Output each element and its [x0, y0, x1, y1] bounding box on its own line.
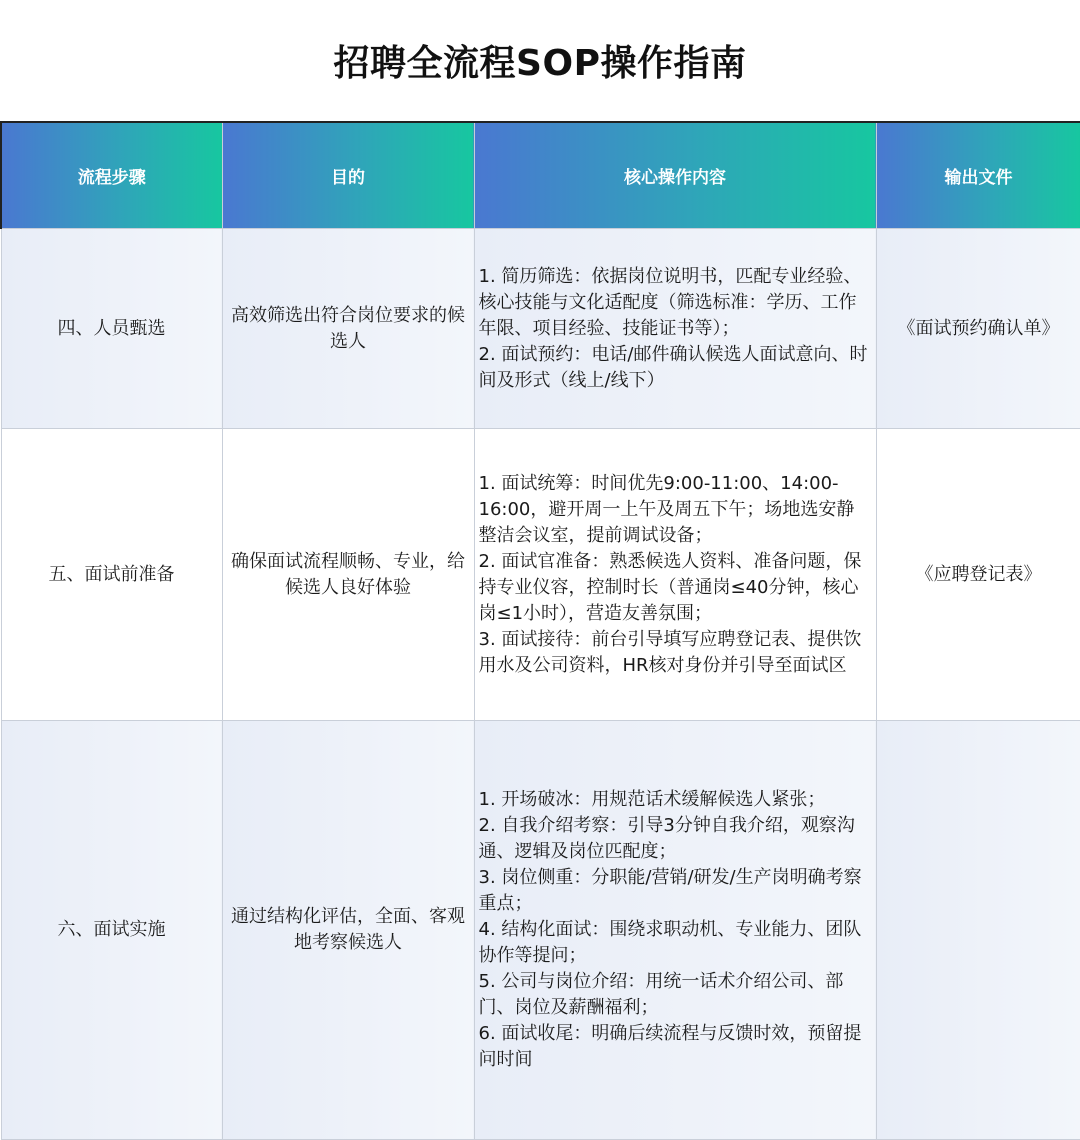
table-row — [1, 721, 1080, 1140]
purpose-cell: 确保面试流程顺畅、专业，给候选人良好体验 — [222, 429, 474, 721]
step-cell: 六、面试实施 — [1, 721, 222, 1140]
op-line: 5. 公司与岗位介绍：用统一话术介绍公司、部门、岗位及薪酬福利； — [478, 971, 844, 1018]
ops-cell — [474, 229, 876, 429]
header-ops: 核心操作内容 — [474, 122, 876, 229]
purpose-cell: 通过结构化评估，全面、客观地考察候选人 — [222, 721, 474, 1140]
op-line: 2. 面试预约：电话/邮件确认候选人面试意向、时间及形式（线上/线下） — [478, 343, 868, 391]
ops-cell — [474, 429, 876, 721]
header-purpose: 目的 — [222, 122, 474, 229]
title-bar — [0, 0, 1080, 121]
op-line: 3. 岗位侧重：分职能/营销/研发/生产岗明确考察重点； — [478, 867, 862, 914]
ops-cell — [474, 721, 876, 1140]
output-cell: 《面试预约确认单》 — [876, 229, 1080, 429]
header-step: 流程步骤 — [1, 122, 222, 229]
table-row — [1, 229, 1080, 429]
op-line: 1. 简历筛选：依据岗位说明书，匹配专业经验、核心技能与文化适配度（筛选标准：学历、工作年限、项目经验、技能证书等）； — [478, 265, 862, 339]
output-cell — [876, 721, 1080, 1140]
page-title: 招聘全流程SOP操作指南 — [333, 43, 747, 84]
op-line: 2. 面试官准备：熟悉候选人资料、准备问题，保持专业仪容，控制时长（普通岗≤40分钟，核心岗≤1小时），营造友善氛围； — [478, 550, 862, 624]
op-line: 1. 面试统筹：时间优先9:00-11:00、14:00-16:00，避开周一上午及周五下午；场地选安静整洁会议室，提前调试设备； — [478, 472, 855, 546]
step-cell: 五、面试前准备 — [1, 429, 222, 721]
op-line: 6. 面试收尾：明确后续流程与反馈时效，预留提问时间 — [478, 1023, 862, 1070]
table-header-row — [1, 122, 1080, 229]
purpose-cell: 高效筛选出符合岗位要求的候选人 — [222, 229, 474, 429]
sop-table — [0, 121, 1080, 1140]
step-cell: 四、人员甄选 — [1, 229, 222, 429]
op-line: 4. 结构化面试：围绕求职动机、专业能力、团队协作等提问； — [478, 919, 862, 966]
op-line: 3. 面试接待：前台引导填写应聘登记表、提供饮用水及公司资料，HR核对身份并引导至面试区 — [478, 628, 862, 676]
header-output: 输出文件 — [876, 122, 1080, 229]
table-row — [1, 429, 1080, 721]
op-line: 1. 开场破冰：用规范话术缓解候选人紧张； — [478, 789, 826, 810]
output-cell: 《应聘登记表》 — [876, 429, 1080, 721]
op-line: 2. 自我介绍考察：引导3分钟自我介绍，观察沟通、逻辑及岗位匹配度； — [478, 815, 855, 862]
